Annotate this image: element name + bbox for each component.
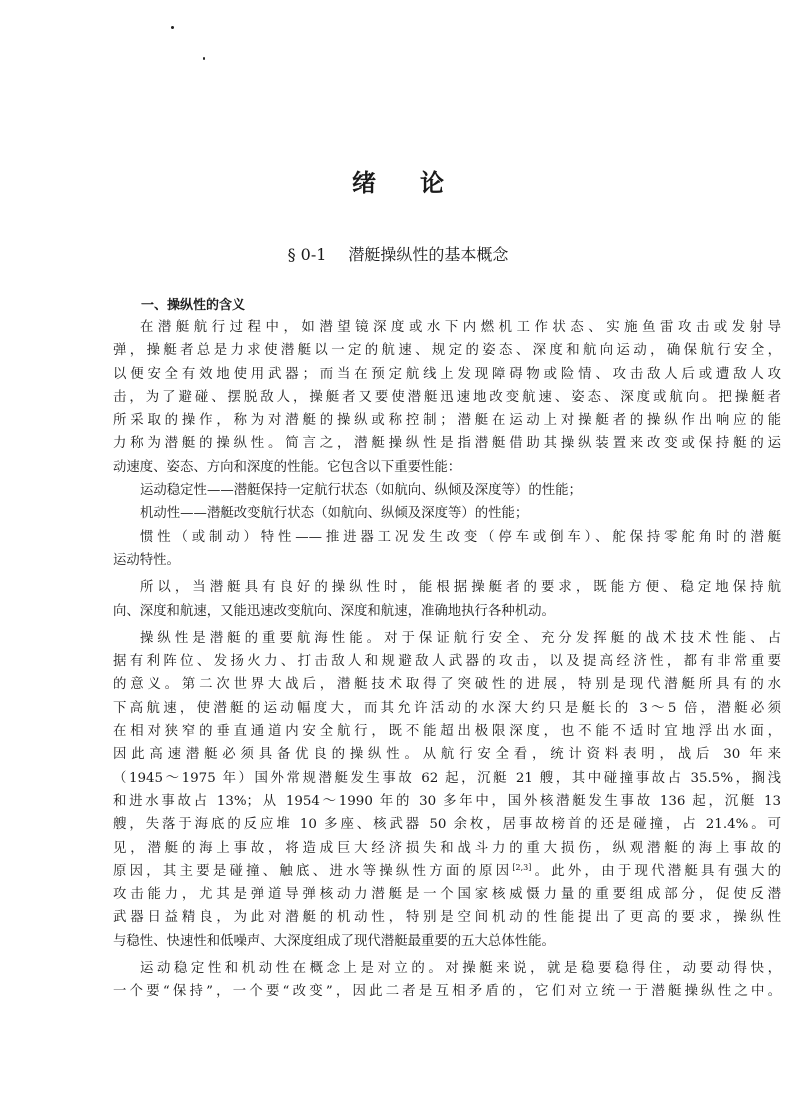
text-line: 在潜艇航行过程中，如潜望镜深度或水下内燃机工作状态、实施鱼雷攻击或发射导: [140, 320, 781, 335]
text-line: 机动性——潜艇改变航行状态（如航向、纵倾及深度等）的性能；: [140, 506, 529, 522]
paragraph: [113, 502, 781, 525]
scan-speck: [203, 57, 205, 60]
text-line: 因此高速潜艇必须具备优良的操纵性。从航行安全看，统计资料表明，战后 30 年来: [113, 747, 781, 763]
text-line: 的意义。第二次世界大战后，潜艇技术取得了突破性的进展，特别是现代潜艇所具有的水: [113, 677, 781, 693]
body-text: [113, 316, 781, 1004]
text-line: 与稳性、快速性和低噪声、大深度组成了现代潜艇最重要的五大总体性能。: [113, 933, 555, 949]
text-line: 运动稳定性和机动性在概念上是对立的。对操艇来说，就是稳要稳得住，动要动得快，: [140, 961, 781, 977]
section-title: [0, 243, 796, 267]
text-line: 攻击能力，尤其是弹道导弹核动力潜艇是一个国家核威慑力量的重要组成部分，促使反潜: [113, 887, 781, 903]
paragraph: [113, 576, 781, 623]
text-line: 运动稳定性——潜艇保持一定航行状态（如航向、纵倾及深度等）的性能；: [140, 483, 582, 499]
subheading: 一、操纵性的含义: [141, 298, 246, 313]
text-line: 艘，失落于海底的反应堆 10 多座、核武器 50 余枚，居事故榜首的还是碰撞，占 21.4%。可: [113, 817, 781, 833]
text-line: 向、深度和航速，又能迅速改变航向、深度和航速，准确地执行各种机动。: [113, 603, 555, 619]
paragraph: [113, 627, 781, 953]
text-line: 下高航速，使潜艇的运动幅度大，而其允许活动的水深大约只是艇长的 3～5 倍，潜艇必须: [113, 700, 781, 716]
chapter-title-char: 论: [420, 169, 444, 197]
paragraph: [113, 957, 781, 1004]
paragraph: [113, 526, 781, 573]
text-segment: 原因，其主要是碰撞、触底、进水等操纵性方面的原因: [113, 863, 513, 879]
scan-speck: [171, 26, 174, 29]
text-line: （1945～1975 年）国外常规潜艇发生事故 62 起，沉艇 21 艘，其中碰撞事故占 35.5%，搁浅: [113, 770, 781, 786]
text-line: 所以，当潜艇具有良好的操纵性时，能根据操艇者的要求，既能方便、稳定地保持航: [140, 580, 781, 596]
paragraph: [113, 316, 781, 479]
text-line: 操纵性是潜艇的重要航海性能。对于保证航行安全、充分发挥艇的战术技术性能、占: [140, 630, 781, 646]
text-line: 运动特性。: [113, 552, 180, 568]
text-line: 击，为了避碰、摆脱敌人，操艇者又要使潜艇迅速地改变航速、姿态、深度或航向。把操艇者: [113, 389, 781, 405]
text-line: 在相对狭窄的垂直通道内安全航行，既不能超出极限深度，也不能不适时宜地浮出水面，: [113, 724, 781, 740]
text-line: 一个要“保持”，一个要“改变”，因此二者是互相矛盾的，它们对立统一于潜艇操纵性之中。: [113, 984, 781, 1000]
text-line: 动速度、姿态、方向和深度的性能。它包含以下重要性能：: [113, 459, 462, 475]
text-line: 和进水事故占 13%；从 1954～1990 年的 30 多年中，国外核潜艇发生事故 136 起，沉艇 13: [113, 793, 781, 809]
text-line: 所采取的操作，称为对潜艇的操纵或称控制；潜艇在运动上对操艇者的操纵作出响应的能: [113, 413, 781, 429]
citation-ref: [2,3]: [512, 862, 532, 872]
chapter-title: [0, 166, 796, 200]
section-number: § 0-1: [287, 245, 327, 264]
paragraph: [113, 479, 781, 502]
text-line: 见，潜艇的海上事故，将造成巨大经济损失和战斗力的重大损伤，纵观潜艇的海上事故的: [113, 840, 781, 856]
text-line: 弹，操艇者总是力求使潜艇以一定的航速、规定的姿态、深度和航向运动，确保航行安全，: [113, 343, 781, 359]
text-line: 惯性（或制动）特性——推进器工况发生改变（停车或倒车）、舵保持零舵角时的潜艇: [140, 529, 781, 545]
section-heading: 潜艇操纵性的基本概念: [348, 245, 509, 264]
text-line: 武器日益精良，为此对潜艇的机动性，特别是空间机动的性能提出了更高的要求，操纵性: [113, 910, 781, 926]
text-segment: 。此外，由于现代潜艇具有强大的: [531, 863, 781, 879]
text-line: 据有利阵位、发扬火力、打击敌人和规避敌人武器的攻击，以及提高经济性，都有非常重要: [113, 654, 781, 670]
text-line: 以便安全有效地使用武器；而当在预定航线上发现障碍物或险情、攻击敌人后或遭敌人攻: [113, 366, 781, 382]
text-line: 力称为潜艇的操纵性。简言之，潜艇操纵性是指潜艇借助其操纵装置来改变或保持艇的运: [113, 436, 781, 452]
chapter-title-char: 绪: [352, 169, 376, 197]
text-line: [113, 860, 781, 883]
